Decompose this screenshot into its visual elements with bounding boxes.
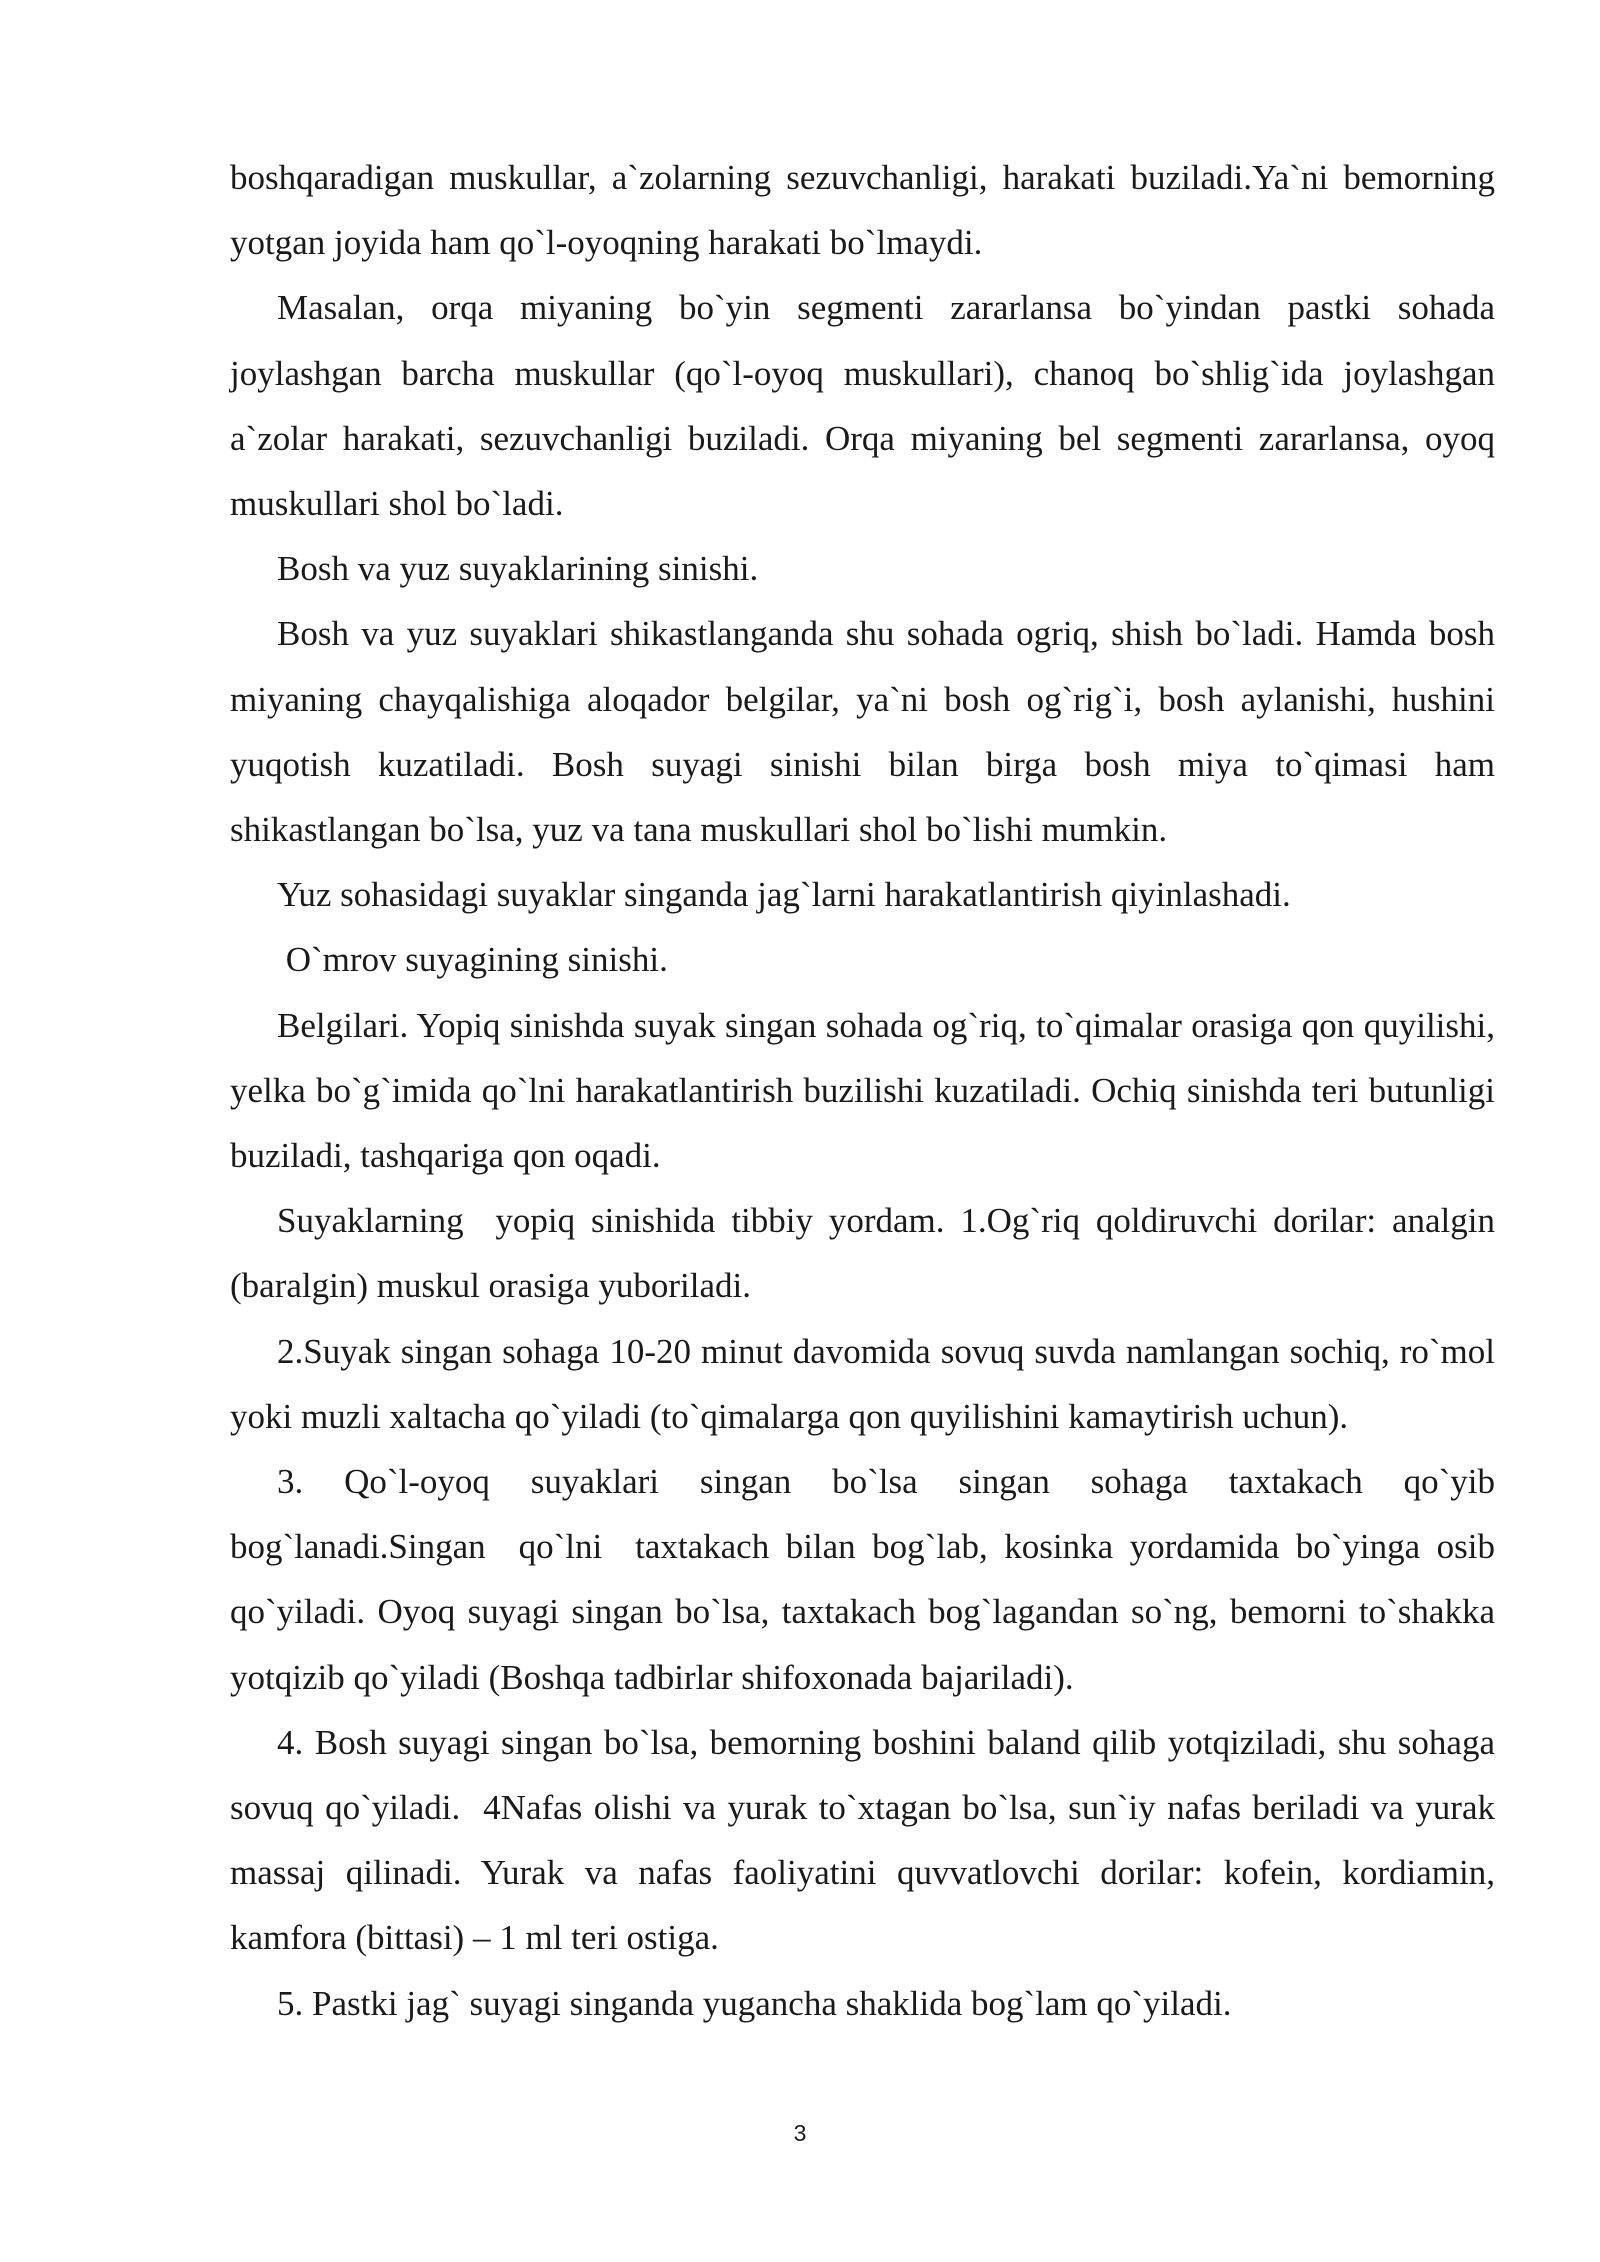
paragraph-first-aid-step-1: Suyaklarning yopiq sinishida tibbiy yordam. 1.Og`riq qoldiruvchi dorilar: analgin (baralgin) muskul orasiga yuboriladi. — [230, 1201, 1504, 1306]
paragraph-head-face-injury: Bosh va yuz suyaklari shikastlanganda shu sohada ogriq, shish bo`ladi. Hamda bosh miyaning chayqalishiga aloqador belgilar, ya`ni bosh og`rig`i, bosh aylanishi, hushini yuqotish kuzatiladi. Bosh suyagi sinishi bilan birga bosh miya to`qimasi ham shikastlangan bo`lsa, yuz va tana muskullari shol bo`lishi mumkin. — [230, 614, 1495, 850]
paragraph-spinal-segments: Masalan, orqa miyaning bo`yin segmenti zararlansa bo`yindan pastki sohada joylashgan barcha muskullar (qo`l-oyoq muskullari), chanoq bo`shlig`ida joylashgan a`zolar harakati, sezuvchanligi buziladi. Orqa miyaning bel segmenti zararlansa, oyoq muskullari shol bo`ladi. — [230, 288, 1495, 524]
page-number: 3 — [793, 2120, 807, 2146]
paragraph-first-aid-step-4: 4. Bosh suyagi singan bo`lsa, bemorning boshini baland qilib yotqiziladi, shu sohaga sovuq qo`yiladi. 4Nafas olishi va yurak to`xtagan bo`lsa, sun`iy nafas beriladi va yurak massaj qilinadi. Yurak va nafas faoliyatini quvvatlovchi dorilar: kofein, kordiamin, kamfora (bittasi) – 1 ml teri ostiga. — [230, 1722, 1504, 1958]
paragraph-face-bones: Yuz sohasidagi suyaklar singanda jag`larni harakatlantirish qiyinlashadi. — [277, 875, 1291, 915]
paragraph-first-aid-step-5: 5. Pastki jag` suyagi singanda yugancha shaklida bog`lam qo`yiladi. — [277, 1983, 1232, 2023]
paragraph-continuation: boshqaradigan muskullar, a`zolarning sezuvchanligi, harakati buziladi.Ya`ni bemorning yotgan joyida ham qo`l-oyoqning harakati bo`lmaydi. — [230, 158, 1495, 263]
section-heading-clavicle-fracture: O`mrov suyagining sinishi. — [277, 940, 668, 980]
section-heading-head-face-fractures: Bosh va yuz suyaklarining sinishi. — [277, 549, 759, 589]
document-body — [230, 145, 1504, 2036]
paragraph-symptoms: Belgilari. Yopiq sinishda suyak singan sohada og`riq, to`qimalar orasiga qon quyilishi, yelka bo`g`imida qo`lni harakatlantirish buzilishi kuzatiladi. Ochiq sinishda teri butunligi buziladi, tashqariga qon oqadi. — [230, 1005, 1495, 1176]
paragraph-first-aid-step-3: 3. Qo`l-oyoq suyaklari singan bo`lsa singan sohaga taxtakach qo`yib bog`lanadi.Singan qo`lni taxtakach bilan bog`lab, kosinka yordamida bo`yinga osib qo`yiladi. Oyoq suyagi singan bo`lsa, taxtakach bog`lagandan so`ng, bemorni to`shakka yotqizib qo`yiladi (Boshqa tadbirlar shifoxonada bajariladi). — [230, 1462, 1504, 1697]
paragraph-first-aid-step-2: 2.Suyak singan sohaga 10-20 minut davomida sovuq suvda namlangan sochiq, ro`mol yoki muzli xaltacha qo`yiladi (to`qimalarga qon quyilishini kamaytirish uchun). — [230, 1331, 1495, 1436]
